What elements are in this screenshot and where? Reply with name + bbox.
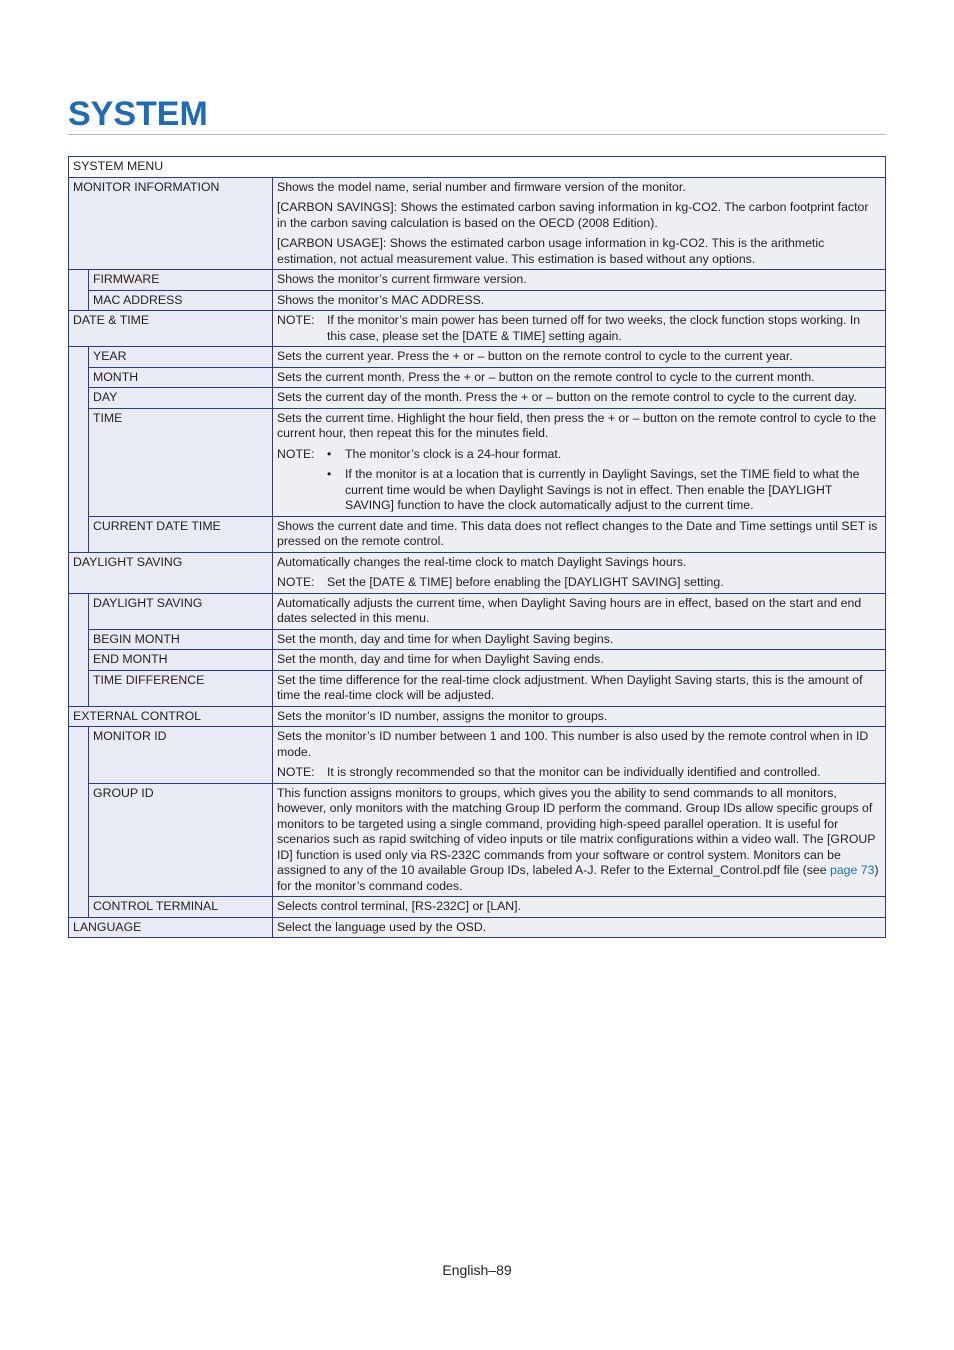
menu-item-description: Shows the monitor’s MAC ADDRESS. xyxy=(273,290,886,311)
table-row xyxy=(69,670,886,706)
menu-item-description: Set the time difference for the real-time clock adjustment. When Daylight Saving starts, this is the amount of time the real-time clock will be adjusted. xyxy=(273,670,886,706)
system-menu-table xyxy=(68,156,886,938)
menu-item-mac-address: MAC ADDRESS xyxy=(89,290,273,311)
table-row xyxy=(69,408,886,516)
table-row xyxy=(69,706,886,727)
menu-item-control-terminal: CONTROL TERMINAL xyxy=(89,897,273,918)
description-text: ) for the monitor’s command codes. xyxy=(277,863,879,893)
bullet-text: If the monitor is at a location that is currently in Daylight Savings, set the TIME field to what the current time would be when Daylight Savings is not in effect. Then enable the [DAYLIGHT SAVING] function to have the clock automatically adjust to the current time. xyxy=(345,467,860,512)
table-row xyxy=(69,177,886,270)
note-block xyxy=(277,765,881,781)
description-paragraph: [CARBON SAVINGS]: Shows the estimated carbon saving information in kg-CO2. The carbon footprint factor in the carbon saving calculation is based on the OECD (2008 Edition). xyxy=(277,200,869,230)
menu-item-time-difference: TIME DIFFERENCE xyxy=(89,670,273,706)
menu-item-description xyxy=(273,552,886,593)
menu-item-begin-month: BEGIN MONTH xyxy=(89,629,273,650)
note-block xyxy=(277,313,881,344)
menu-item-description: Sets the monitor’s ID number, assigns the monitor to groups. xyxy=(273,706,886,727)
note-block xyxy=(277,575,881,591)
bullet-icon: • xyxy=(327,467,332,481)
menu-item-current-date-time: CURRENT DATE TIME xyxy=(89,516,273,552)
list-item xyxy=(327,447,881,463)
page-title: SYSTEM xyxy=(68,95,208,133)
title-rule xyxy=(68,134,886,135)
menu-item-description: Sets the current month. Press the + or – button on the remote control to cycle to the current month. xyxy=(273,367,886,388)
indent-cell xyxy=(69,347,89,553)
table-row xyxy=(69,516,886,552)
indent-cell xyxy=(69,270,89,311)
menu-item-external-control: EXTERNAL CONTROL xyxy=(69,706,273,727)
table-row xyxy=(69,897,886,918)
note-text: It is strongly recommended so that the monitor can be individually identified and controlled. xyxy=(327,765,821,779)
page-73-link[interactable]: page 73 xyxy=(830,863,875,877)
note-block xyxy=(277,447,881,514)
menu-item-end-month: END MONTH xyxy=(89,650,273,671)
menu-item-month: MONTH xyxy=(89,367,273,388)
menu-item-firmware: FIRMWARE xyxy=(89,270,273,291)
table-row xyxy=(69,552,886,593)
table-row xyxy=(69,593,886,629)
table-row xyxy=(69,917,886,938)
menu-item-description xyxy=(273,408,886,516)
bullet-text: The monitor’s clock is a 24-hour format. xyxy=(345,446,562,461)
menu-item-description xyxy=(273,311,886,347)
description-text: This function assigns monitors to groups, which gives you the ability to send commands to all monitors, however, only monitors with the matching Group ID perform the command. Group IDs allow specific groups of monitors to be targeted using a single command, providing high-speed parallel operation. It is useful for scenarios such as rapid switching of video inputs or tile matrix configurations within a video wall. The [GROUP ID] function is used only via RS-232C commands from your software or control system. Monitors can be assigned to any of the 10 available Group IDs, labeled A-J. Refer to the External_Control.pdf file (see xyxy=(277,785,876,877)
menu-item-description xyxy=(273,727,886,784)
indent-cell xyxy=(69,593,89,706)
menu-item-description: Set the month, day and time for when Daylight Saving begins. xyxy=(273,629,886,650)
description-paragraph: Shows the model name, serial number and firmware version of the monitor. xyxy=(277,179,686,194)
menu-item-description: Shows the current date and time. This data does not reflect changes to the Date and Time settings until SET is pressed on the remote control. xyxy=(273,516,886,552)
menu-item-description: Selects control terminal, [RS-232C] or [LAN]. xyxy=(273,897,886,918)
table-row xyxy=(69,311,886,347)
table-row xyxy=(69,629,886,650)
menu-item-description: Set the month, day and time for when Daylight Saving ends. xyxy=(273,650,886,671)
menu-item-description xyxy=(273,177,886,270)
description-paragraph: Sets the monitor’s ID number between 1 and 100. This number is also used by the remote control when in ID mode. xyxy=(277,729,869,759)
table-row xyxy=(69,783,886,897)
list-item xyxy=(327,467,881,514)
note-label: NOTE: xyxy=(277,575,315,589)
menu-item-date-time: DATE & TIME xyxy=(69,311,273,347)
menu-item-description: Automatically adjusts the current time, when Daylight Saving hours are in effect, based on the start and end dates selected in this menu. xyxy=(273,593,886,629)
menu-item-description: Select the language used by the OSD. xyxy=(273,917,886,938)
description-paragraph: [CARBON USAGE]: Shows the estimated carbon usage information in kg-CO2. This is the arithmetic estimation, not actual measurement value. This estimation is based without any options. xyxy=(277,236,825,266)
menu-item-monitor-information: MONITOR INFORMATION xyxy=(69,177,273,270)
menu-item-time: TIME xyxy=(89,408,273,516)
note-label: NOTE: xyxy=(277,446,315,461)
menu-item-group-id: GROUP ID xyxy=(89,783,273,897)
table-row xyxy=(69,270,886,291)
note-text: Set the [DATE & TIME] before enabling the [DAYLIGHT SAVING] setting. xyxy=(327,575,724,589)
note-text: If the monitor’s main power has been turned off for two weeks, the clock function stops working. In this case, please set the [DATE & TIME] setting again. xyxy=(327,313,861,343)
menu-item-daylight-saving: DAYLIGHT SAVING xyxy=(69,552,273,593)
indent-cell xyxy=(69,727,89,918)
menu-item-description: Shows the monitor’s current firmware version. xyxy=(273,270,886,291)
page-footer: English–89 xyxy=(442,1262,512,1278)
menu-item-language: LANGUAGE xyxy=(69,917,273,938)
note-label: NOTE: xyxy=(277,313,315,327)
table-header: SYSTEM MENU xyxy=(69,157,886,178)
menu-item-monitor-id: MONITOR ID xyxy=(89,727,273,784)
menu-item-description: Sets the current day of the month. Press the + or – button on the remote control to cycle to the current day. xyxy=(273,388,886,409)
table-row xyxy=(69,727,886,784)
note-bullet-list xyxy=(327,447,881,514)
menu-item-day: DAY xyxy=(89,388,273,409)
table-row xyxy=(69,290,886,311)
description-paragraph: Automatically changes the real-time clock to match Daylight Savings hours. xyxy=(277,554,687,569)
bullet-icon: • xyxy=(327,446,332,461)
description-paragraph: Sets the current time. Highlight the hour field, then press the + or – button on the remote control to cycle to the current hour, then repeat this for the minutes field. xyxy=(277,410,877,440)
note-label: NOTE: xyxy=(277,765,315,779)
table-row xyxy=(69,388,886,409)
menu-item-description: Sets the current year. Press the + or – button on the remote control to cycle to the current year. xyxy=(273,347,886,368)
menu-item-daylight-saving-sub: DAYLIGHT SAVING xyxy=(89,593,273,629)
menu-item-description xyxy=(273,783,886,897)
table-row xyxy=(69,367,886,388)
menu-item-year: YEAR xyxy=(89,347,273,368)
table-header-row xyxy=(69,157,886,178)
table-row xyxy=(69,650,886,671)
table-row xyxy=(69,347,886,368)
